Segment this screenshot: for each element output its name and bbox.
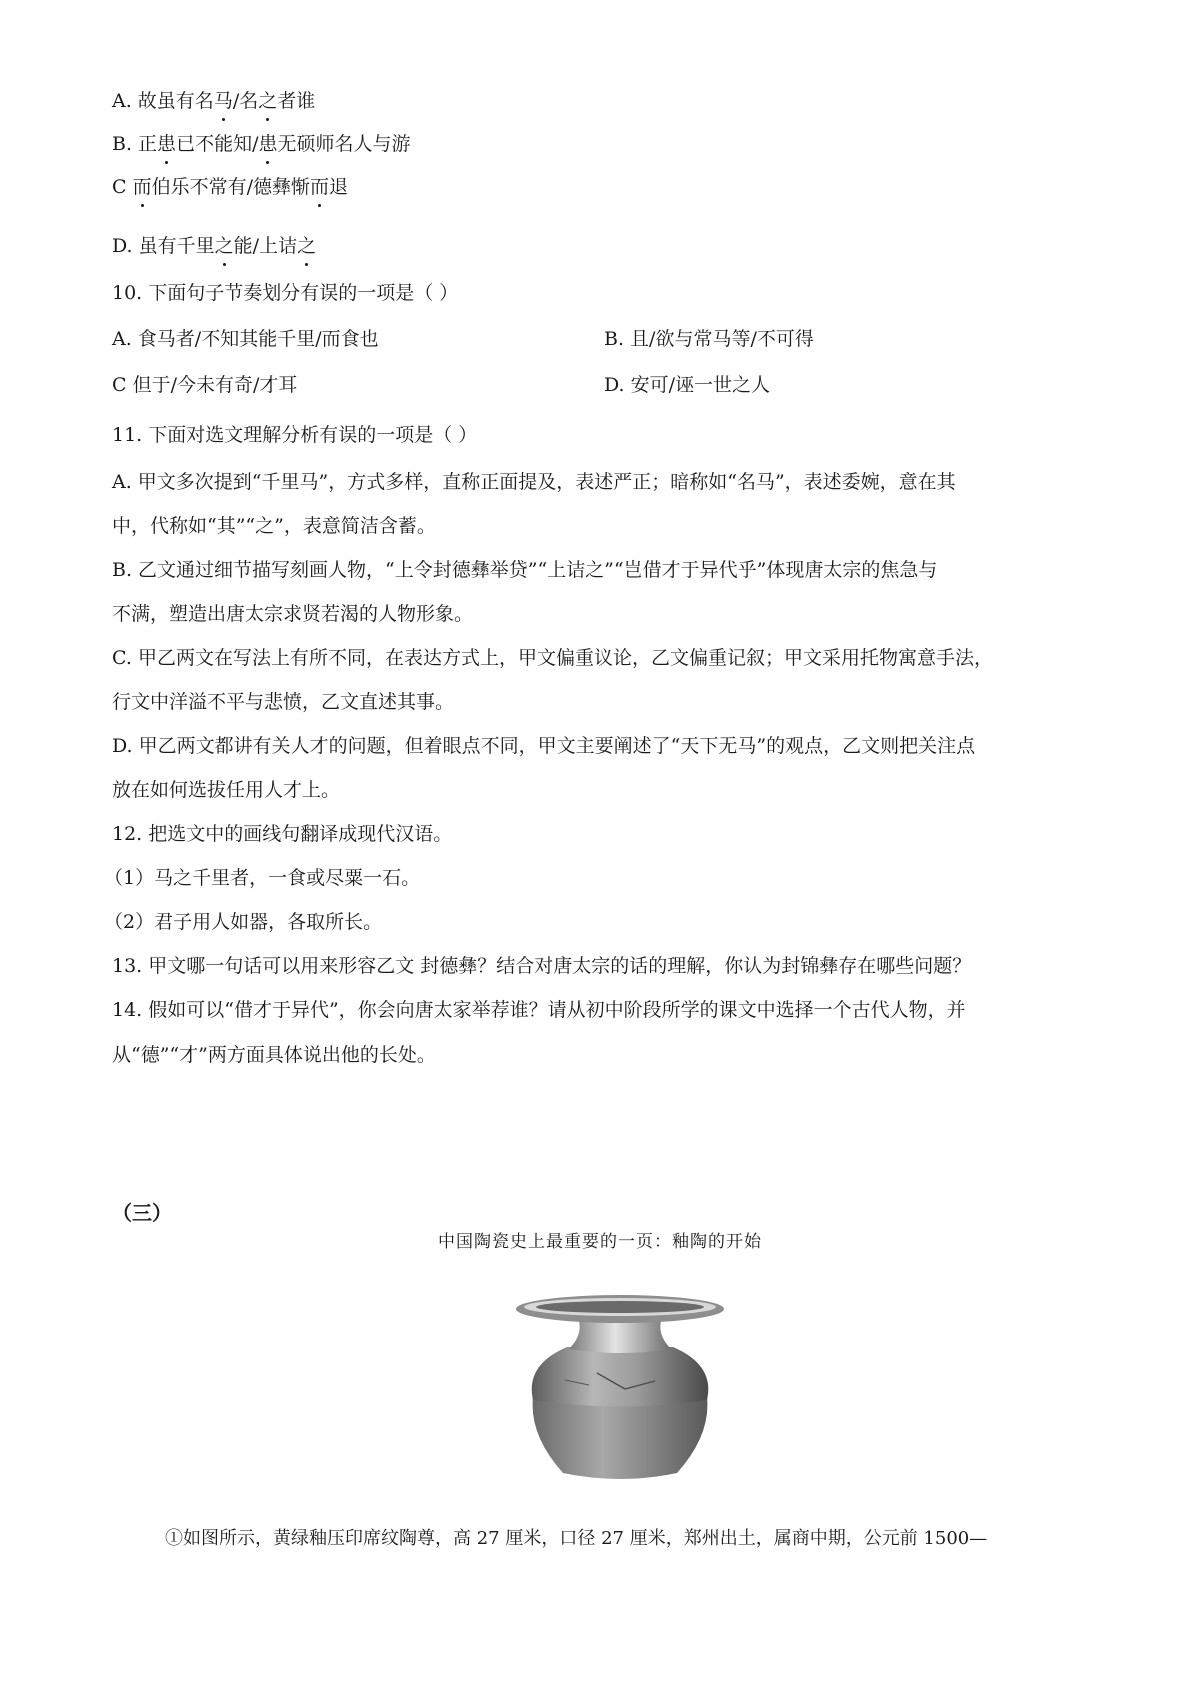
q10-option-b: B. 且/欲与常马等/不可得 — [604, 328, 814, 350]
q12-sentence-1: （1）马之千里者，一食或尽粟一石。 — [104, 867, 421, 889]
q11-option-d-line1: D. 甲乙两文都讲有关人才的问题，但着眼点不同，甲文主要阐述了“天下无马”的观点，乙文则把关注点 — [112, 735, 976, 757]
emphasis-char: 而 — [133, 172, 152, 202]
emphasis-char: 马 — [214, 86, 233, 116]
q14-line1: 14. 假如可以“借才于异代”，你会向唐太家举荐谁？请从初中阶段所学的课文中选择一个古代人物，并 — [112, 999, 966, 1021]
q11-option-d-line2: 放在如何选拔任用人才上。 — [112, 779, 341, 801]
q11-option-c-line2: 行文中洋溢不平与悲愤，乙文直述其事。 — [112, 691, 455, 713]
q11-option-a-line1: A. 甲文多次提到“千里马”，方式多样，直称正面提及，表述严正；暗称如“名马”，表述委婉，意在其 — [112, 471, 956, 493]
emphasis-char: 患 — [157, 129, 176, 159]
q11-option-c-line1: C. 甲乙两文在写法上有所不同，在表达方式上，甲文偏重议论，乙文偏重记叙；甲文采用托物寓意手法， — [112, 647, 993, 669]
q9-option-b: B. 正患已不能知/患无硕师名人与游 — [112, 129, 1102, 159]
q11-option-b-line2: 不满，塑造出唐太宗求贤若渴的人物形象。 — [112, 603, 474, 625]
section-label: （三） — [112, 1201, 172, 1225]
q12-stem: 12. 把选文中的画线句翻译成现代汉语。 — [112, 823, 453, 845]
q13-stem: 13. 甲文哪一句话可以用来形容乙文 封德彝？结合对唐太宗的话的理解，你认为封锦彝存在哪些问题？ — [112, 955, 972, 977]
article-title: 中国陶瓷史上最重要的一页：釉陶的开始 — [438, 1232, 762, 1252]
pottery-jar-image — [505, 1285, 735, 1485]
q9-option-c: C 而伯乐不常有/德彝惭而退 — [112, 172, 1102, 202]
q10-option-d: D. 安可/诬一世之人 — [604, 374, 771, 396]
q11-option-a-line2: 中，代称如“其”“之”，表意简洁含蓄。 — [112, 515, 436, 537]
article-paragraph-1: ①如图所示，黄绿釉压印席纹陶尊，高 27 厘米，口径 27 厘米，郑州出土，属商中期，公元前 1500— — [165, 1528, 988, 1549]
emphasis-char: 之 — [215, 231, 234, 261]
q9-option-d: D. 虽有千里之能/上诘之 — [112, 231, 1102, 261]
q9-option-a: A. 故虽有名马/名之者谁 — [112, 86, 1102, 116]
q10-stem: 10. 下面句子节奏划分有误的一项是（ ） — [112, 282, 459, 304]
q11-option-b-line1: B. 乙文通过细节描写刻画人物，“上令封德彝举贷”“上诘之”“岂借才于异代乎”体现唐太宗的焦急与 — [112, 559, 938, 581]
emphasis-char: 之 — [258, 86, 277, 116]
emphasis-char: 患 — [258, 129, 277, 159]
emphasis-char: 之 — [297, 231, 316, 261]
q10-option-c: C 但于/今未有奇/才耳 — [112, 374, 298, 396]
q14-line2: 从“德”“才”两方面具体说出他的长处。 — [112, 1044, 436, 1066]
emphasis-char: 而 — [310, 172, 329, 202]
q10-option-a: A. 食马者/不知其能千里/而食也 — [112, 328, 379, 350]
q12-sentence-2: （2）君子用人如器，各取所长。 — [104, 911, 383, 933]
q11-stem: 11. 下面对选文理解分析有误的一项是（ ） — [112, 424, 478, 446]
